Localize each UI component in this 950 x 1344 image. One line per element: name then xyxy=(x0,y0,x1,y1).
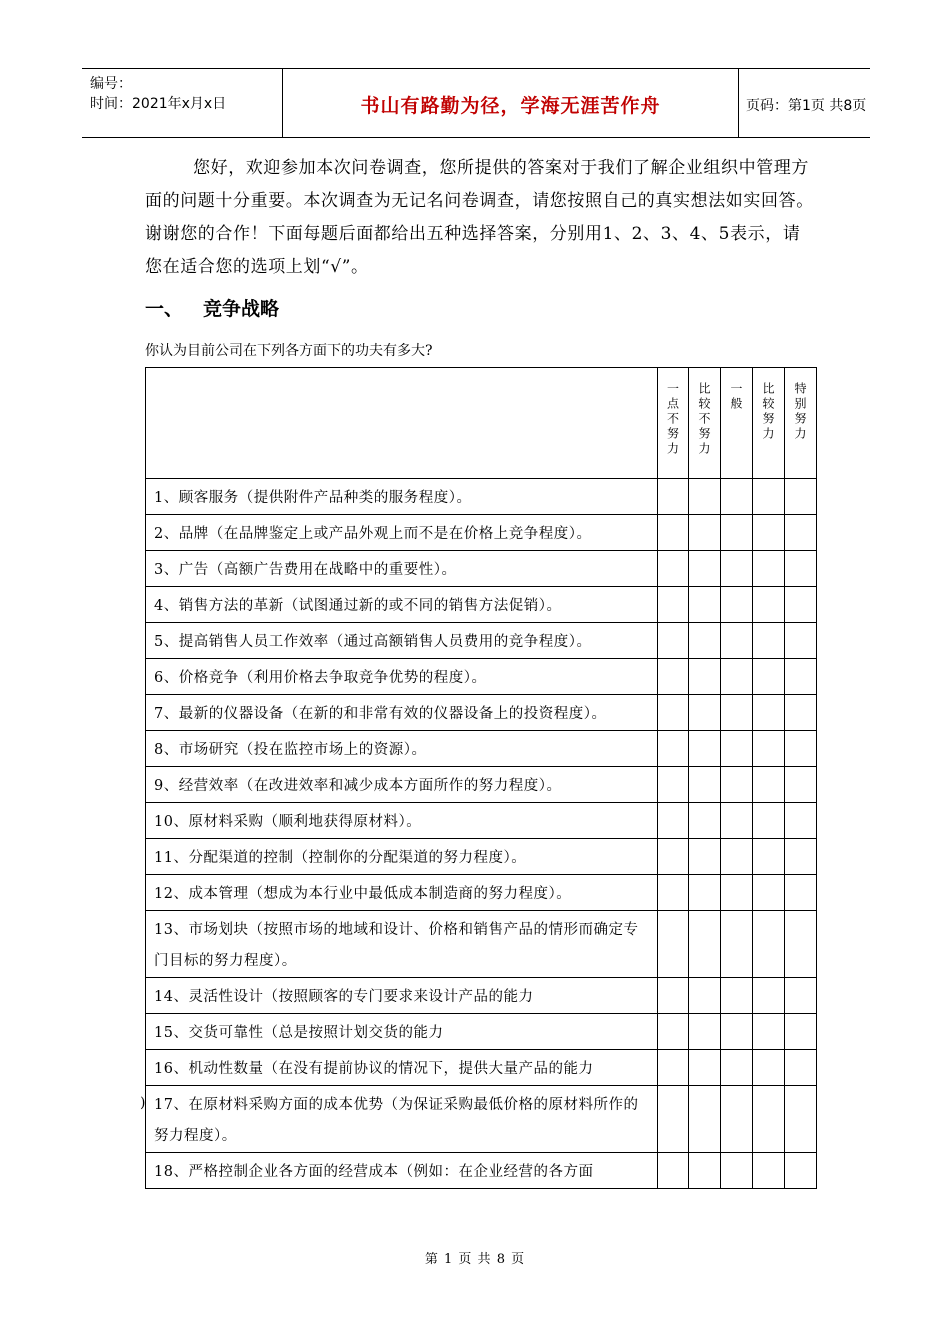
section-title: 竞争战略 xyxy=(203,298,280,320)
table-row xyxy=(146,587,817,623)
item-text: 3、广告（高额广告费用在战略中的重要性）。 xyxy=(146,551,658,587)
answer-cell[interactable] xyxy=(785,1014,817,1050)
answer-cell[interactable] xyxy=(753,875,785,911)
item-text: 13、市场划块（按照市场的地域和设计、价格和销售产品的情形而确定专门目标的努力程度）。 xyxy=(146,911,658,978)
intro-text: 您好，欢迎参加本次问卷调查，您所提供的答案对于我们了解企业组织中管理方面的问题十分重要。本次调查为无记名问卷调查，请您按照自己的真实想法如实回答。谢谢您的合作！下面每题后面都给出五种选择答案，分别用1、2、3、4、5表示，请您在适合您的选项上划“√”。 xyxy=(145,158,814,277)
answer-cell[interactable] xyxy=(753,767,785,803)
answer-cell[interactable] xyxy=(658,875,689,911)
answer-cell[interactable] xyxy=(721,803,753,839)
table-row xyxy=(146,803,817,839)
item-text: 4、销售方法的革新（试图通过新的或不同的销售方法促销）。 xyxy=(146,587,658,623)
item-text: 15、交货可靠性（总是按照计划交货的能力 xyxy=(146,1014,658,1050)
item-text: 17、在原材料采购方面的成本优势（为保证采购最低价格的原材料所作的努力程度）。 xyxy=(146,1086,658,1153)
answer-cell[interactable] xyxy=(689,978,721,1014)
answer-cell[interactable] xyxy=(689,875,721,911)
stray-paren: ) xyxy=(140,1095,146,1111)
column-header xyxy=(689,368,721,479)
answer-cell[interactable] xyxy=(658,551,689,587)
answer-cell[interactable] xyxy=(721,1086,753,1153)
column-header xyxy=(753,368,785,479)
answer-cell[interactable] xyxy=(753,1153,785,1189)
item-text: 6、价格竞争（利用价格去争取竞争优势的程度）。 xyxy=(146,659,658,695)
table-row xyxy=(146,839,817,875)
answer-cell[interactable] xyxy=(658,978,689,1014)
table-row xyxy=(146,875,817,911)
answer-cell[interactable] xyxy=(753,1014,785,1050)
answer-cell[interactable] xyxy=(753,695,785,731)
item-text: 1、顾客服务（提供附件产品种类的服务程度）。 xyxy=(146,479,658,515)
item-text: 14、灵活性设计（按照顾客的专门要求来设计产品的能力 xyxy=(146,978,658,1014)
answer-cell[interactable] xyxy=(721,695,753,731)
answer-cell[interactable] xyxy=(658,659,689,695)
answer-cell[interactable] xyxy=(689,479,721,515)
answer-cell[interactable] xyxy=(721,839,753,875)
item-text: 18、严格控制企业各方面的经营成本（例如：在企业经营的各方面 xyxy=(146,1153,658,1189)
answer-cell[interactable] xyxy=(753,659,785,695)
answer-cell[interactable] xyxy=(689,695,721,731)
answer-cell[interactable] xyxy=(689,911,721,978)
answer-cell[interactable] xyxy=(658,1153,689,1189)
answer-cell[interactable] xyxy=(785,978,817,1014)
item-text: 11、分配渠道的控制（控制你的分配渠道的努力程度）。 xyxy=(146,839,658,875)
answer-cell[interactable] xyxy=(785,515,817,551)
column-label: 一般 xyxy=(729,382,743,412)
answer-cell[interactable] xyxy=(785,911,817,978)
answer-cell[interactable] xyxy=(689,659,721,695)
answer-cell[interactable] xyxy=(658,695,689,731)
survey-table xyxy=(145,367,817,1189)
item-text: 5、提高销售人员工作效率（通过高额销售人员费用的竞争程度）。 xyxy=(146,623,658,659)
date-line: 时间：2021年x月x日 xyxy=(90,96,227,112)
answer-cell[interactable] xyxy=(721,515,753,551)
table-row xyxy=(146,767,817,803)
table-row xyxy=(146,731,817,767)
page-info: 页码：第1页 共8页 xyxy=(746,98,867,114)
answer-cell[interactable] xyxy=(658,623,689,659)
answer-cell[interactable] xyxy=(785,659,817,695)
table-row xyxy=(146,1050,817,1086)
table-row xyxy=(146,515,817,551)
header-blank-cell xyxy=(146,368,658,479)
column-header xyxy=(721,368,753,479)
answer-cell[interactable] xyxy=(721,911,753,978)
table-row xyxy=(146,659,817,695)
answer-cell[interactable] xyxy=(689,515,721,551)
answer-cell[interactable] xyxy=(721,623,753,659)
answer-cell[interactable] xyxy=(721,479,753,515)
answer-cell[interactable] xyxy=(753,587,785,623)
answer-cell[interactable] xyxy=(721,978,753,1014)
answer-cell[interactable] xyxy=(689,1014,721,1050)
answer-cell[interactable] xyxy=(689,839,721,875)
answer-cell[interactable] xyxy=(658,803,689,839)
table-row xyxy=(146,1086,817,1153)
item-text: 2、品牌（在品牌鉴定上或产品外观上而不是在价格上竞争程度）。 xyxy=(146,515,658,551)
answer-cell[interactable] xyxy=(785,1050,817,1086)
answer-cell[interactable] xyxy=(753,551,785,587)
answer-cell[interactable] xyxy=(721,1153,753,1189)
answer-cell[interactable] xyxy=(785,1086,817,1153)
answer-cell[interactable] xyxy=(753,1086,785,1153)
number-label: 编号： xyxy=(90,76,132,92)
column-label: 特别努力 xyxy=(793,382,807,442)
item-text: 9、经营效率（在改进效率和减少成本方面所作的努力程度）。 xyxy=(146,767,658,803)
survey-question: 你认为目前公司在下列各方面下的功夫有多大? xyxy=(145,343,433,359)
section-heading xyxy=(145,294,279,321)
table-row xyxy=(146,479,817,515)
column-label: 比较不努力 xyxy=(697,382,711,457)
answer-cell[interactable] xyxy=(658,731,689,767)
answer-cell[interactable] xyxy=(785,695,817,731)
column-label: 比较努力 xyxy=(761,382,775,442)
column-header xyxy=(785,368,817,479)
answer-cell[interactable] xyxy=(689,1153,721,1189)
answer-cell[interactable] xyxy=(658,767,689,803)
table-row xyxy=(146,911,817,978)
item-text: 12、成本管理（想成为本行业中最低成本制造商的努力程度）。 xyxy=(146,875,658,911)
answer-cell[interactable] xyxy=(658,515,689,551)
answer-cell[interactable] xyxy=(753,515,785,551)
answer-cell[interactable] xyxy=(785,875,817,911)
answer-cell[interactable] xyxy=(658,911,689,978)
answer-cell[interactable] xyxy=(721,659,753,695)
answer-cell[interactable] xyxy=(753,839,785,875)
table-row xyxy=(146,1153,817,1189)
answer-cell[interactable] xyxy=(721,731,753,767)
answer-cell[interactable] xyxy=(785,623,817,659)
answer-cell[interactable] xyxy=(785,731,817,767)
column-header xyxy=(658,368,689,479)
answer-cell[interactable] xyxy=(785,551,817,587)
item-text: 16、机动性数量（在没有提前协议的情况下，提供大量产品的能力 xyxy=(146,1050,658,1086)
answer-cell[interactable] xyxy=(689,1050,721,1086)
table-row xyxy=(146,1014,817,1050)
answer-cell[interactable] xyxy=(658,1014,689,1050)
answer-cell[interactable] xyxy=(721,587,753,623)
answer-cell[interactable] xyxy=(658,839,689,875)
answer-cell[interactable] xyxy=(721,1014,753,1050)
answer-cell[interactable] xyxy=(785,1153,817,1189)
answer-cell[interactable] xyxy=(689,803,721,839)
document-header xyxy=(82,68,870,138)
answer-cell[interactable] xyxy=(785,767,817,803)
answer-cell[interactable] xyxy=(689,623,721,659)
answer-cell[interactable] xyxy=(721,767,753,803)
answer-cell[interactable] xyxy=(658,1086,689,1153)
answer-cell[interactable] xyxy=(721,875,753,911)
answer-cell[interactable] xyxy=(658,479,689,515)
answer-cell[interactable] xyxy=(753,479,785,515)
table-row xyxy=(146,551,817,587)
answer-cell[interactable] xyxy=(785,839,817,875)
answer-cell[interactable] xyxy=(753,911,785,978)
table-row xyxy=(146,978,817,1014)
answer-cell[interactable] xyxy=(785,803,817,839)
table-row xyxy=(146,695,817,731)
answer-cell[interactable] xyxy=(785,479,817,515)
page-footer: 第 1 页 共 8 页 xyxy=(424,1252,526,1267)
motto: 书山有路勤为径，学海无涯苦作舟 xyxy=(360,95,661,117)
item-text: 8、市场研究（投在监控市场上的资源）。 xyxy=(146,731,658,767)
answer-cell[interactable] xyxy=(658,587,689,623)
item-text: 10、原材料采购（顺利地获得原材料）。 xyxy=(146,803,658,839)
answer-cell[interactable] xyxy=(689,587,721,623)
intro-paragraph xyxy=(145,152,815,284)
answer-cell[interactable] xyxy=(753,978,785,1014)
column-label: 一点不努力 xyxy=(665,382,680,457)
header-right-cell xyxy=(738,69,870,137)
section-number: 一、 xyxy=(145,298,184,320)
answer-cell[interactable] xyxy=(753,623,785,659)
answer-cell[interactable] xyxy=(753,803,785,839)
answer-cell[interactable] xyxy=(658,1050,689,1086)
answer-cell[interactable] xyxy=(721,1050,753,1086)
answer-cell[interactable] xyxy=(689,551,721,587)
answer-cell[interactable] xyxy=(721,551,753,587)
header-center-cell xyxy=(282,69,739,137)
table-row xyxy=(146,623,817,659)
table-header-row xyxy=(146,368,817,479)
item-text: 7、最新的仪器设备（在新的和非常有效的仪器设备上的投资程度）。 xyxy=(146,695,658,731)
header-left-cell xyxy=(82,69,282,137)
answer-cell[interactable] xyxy=(753,731,785,767)
answer-cell[interactable] xyxy=(785,587,817,623)
answer-cell[interactable] xyxy=(689,767,721,803)
answer-cell[interactable] xyxy=(689,1086,721,1153)
answer-cell[interactable] xyxy=(753,1050,785,1086)
answer-cell[interactable] xyxy=(689,731,721,767)
